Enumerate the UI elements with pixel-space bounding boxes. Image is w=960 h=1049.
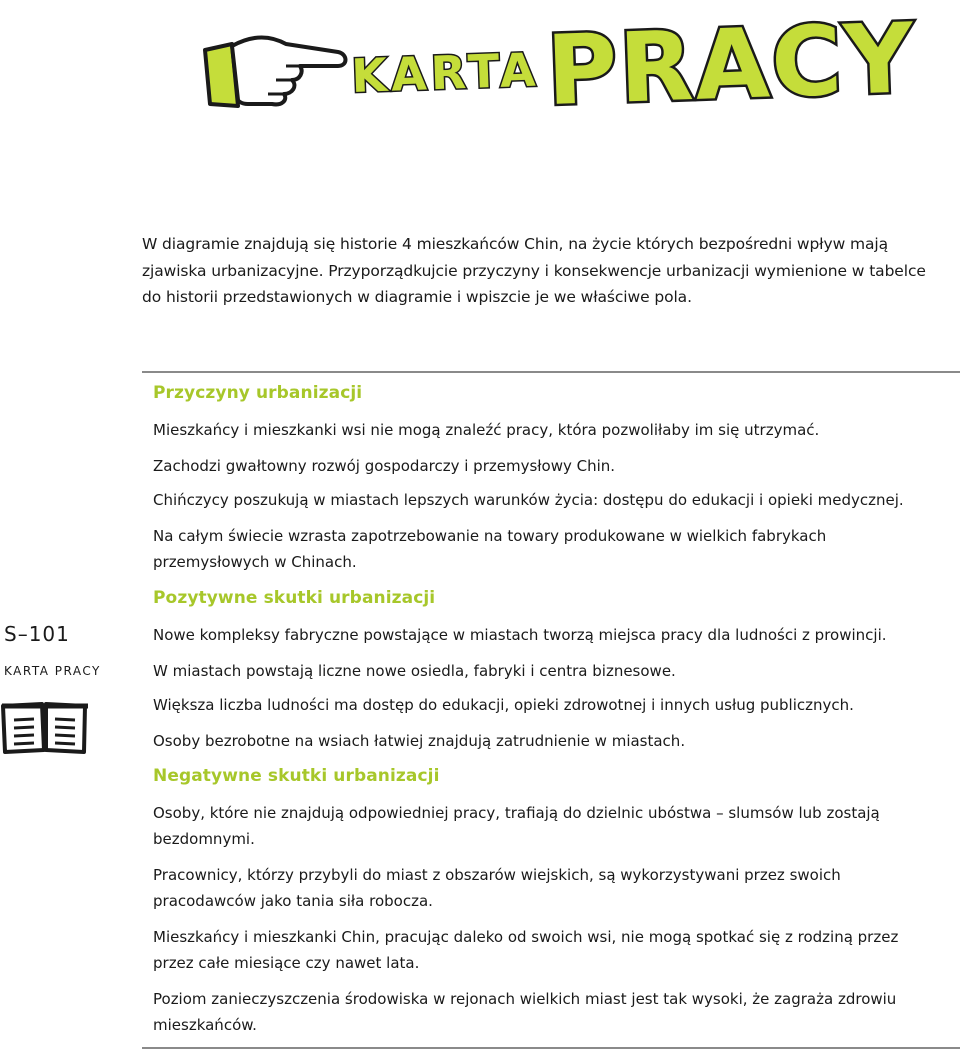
pointing-hand-icon <box>205 37 346 106</box>
title-part2: PRACY <box>544 2 918 127</box>
list-item: Poziom zanieczyszczenia środowiska w rejonach wielkich miast jest tak wysoki, że zagraża zdrowiu mieszkańców. <box>153 990 897 1034</box>
list-item: Zachodzi gwałtowny rozwój gospodarczy i przemysłowy Chin. <box>153 457 616 475</box>
header-graphic <box>0 0 960 150</box>
intro-text: W diagramie znajdują się historie 4 mieszkańców Chin, na życie których bezpośredni wpływ mają zjawiska urbanizacyjne. Przyporządkujcie przyczyny i konsekwencje urbanizacji wymienione w tabelce do historii przedstawionych w diagramie i wpiszcie je we właściwe pola. <box>142 235 926 306</box>
list-item: Większa liczba ludności ma dostęp do edukacji, opieki zdrowotnej i innych usług publicznych. <box>153 696 854 714</box>
title-part1: KARTA <box>350 42 541 103</box>
list-item: Nowe kompleksy fabryczne powstające w miastach tworzą miejsca pracy dla ludności z prowincji. <box>153 626 887 644</box>
list-item: Na całym świecie wzrasta zapotrzebowanie na towary produkowane w wielkich fabrykach przemysłowych w Chinach. <box>153 527 827 571</box>
sheet-label: KARTA PRACY <box>4 664 101 678</box>
header-title <box>350 2 917 127</box>
open-book-icon <box>0 700 90 756</box>
section-title-causes: Przyczyny urbanizacji <box>153 383 363 403</box>
sheet-code: S–101 <box>4 622 70 646</box>
section-title-positive: Pozytywne skutki urbanizacji <box>153 588 436 608</box>
urbanization-table <box>142 371 960 1049</box>
list-item: Osoby, które nie znajdują odpowiedniej pracy, trafiają do dzielnic ubóstwa – slumsów lub zostają bezdomnymi. <box>153 804 880 848</box>
section-title-negative: Negatywne skutki urbanizacji <box>153 766 440 786</box>
list-item: Mieszkańcy i mieszkanki Chin, pracując daleko od swoich wsi, nie mogą spotkać się z rodziną przez przez całe miesiące czy nawet lata. <box>153 928 899 972</box>
page-header <box>0 0 960 150</box>
list-item: Mieszkańcy i mieszkanki wsi nie mogą znaleźć pracy, która pozwoliłaby im się utrzymać. <box>153 421 820 439</box>
list-item: Pracownicy, którzy przybyli do miast z obszarów wiejskich, są wykorzystywani przez swoich pracodawców jako tania siła robocza. <box>153 866 841 910</box>
list-item: Osoby bezrobotne na wsiach łatwiej znajdują zatrudnienie w miastach. <box>153 732 686 750</box>
list-item: Chińczycy poszukują w miastach lepszych warunków życia: dostępu do edukacji i opieki medycznej. <box>153 491 904 509</box>
list-item: W miastach powstają liczne nowe osiedla, fabryki i centra biznesowe. <box>153 662 676 680</box>
